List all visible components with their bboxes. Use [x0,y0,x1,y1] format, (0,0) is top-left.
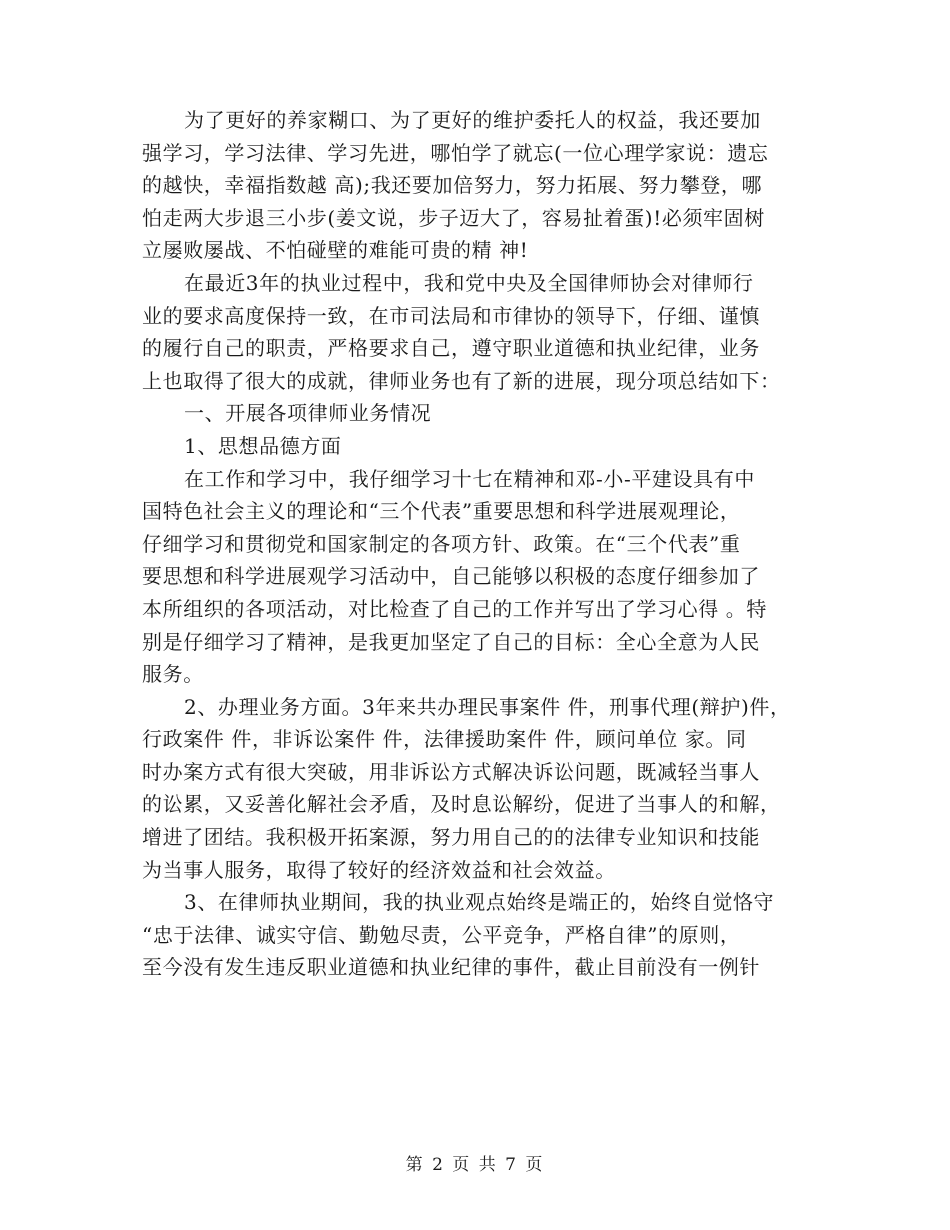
paragraph-line: 为当事人服务，取得了较好的经济效益和社会效益。 [142,857,616,882]
paragraph-line: 要思想和科学进展观学习活动中，自己能够以积极的态度仔细参加了 [142,564,760,589]
paragraph-line: 行政案件 件，非诉讼案件 件，法律援助案件 件，顾问单位 家。同 [142,727,747,752]
paragraph-line: 国特色社会主义的理论和“三个代表”重要思想和科学进展观理论， [142,499,741,524]
paragraph-line: 别是仔细学习了精神，是我更加坚定了自己的目标：全心全意为人民 [142,629,760,654]
paragraph-line: 上也取得了很大的成就，律师业务也有了新的进展，现分项总结如下： [142,368,781,393]
paragraph-line: 立屡败屡战、不怕碰壁的难能可贵的精 神! [142,238,529,263]
paragraph-first-line: 3、在律师执业期间，我的执业观点始终是端正的，始终自觉恪守 [184,890,775,915]
paragraph-line: 业的要求高度保持一致，在市司法局和市律协的领导下，仔细、谨慎 [142,303,760,328]
paragraph-first-line: 在工作和学习中，我仔细学习十七在精神和邓-小-平建设具有中 [184,466,755,491]
document-body [142,104,822,984]
paragraph-line: 的履行自己的职责，严格要求自己，遵守职业道德和执业纪律，业务 [142,336,760,361]
paragraph-line: 至今没有发生违反职业道德和执业纪律的事件，截止目前没有一例针 [142,955,760,980]
paragraph-first-line: 为了更好的养家糊口、为了更好的维护委托人的权益，我还要加 [184,108,761,132]
paragraph-line: 的讼累，又妥善化解社会矛盾，及时息讼解纷，促进了当事人的和解， [142,792,781,817]
paragraph-line: 服务。 [142,662,204,687]
paragraph-line: 的越快，幸福指数越 高);我还要加倍努力，努力拓展、努力攀登，哪 [142,173,763,198]
paragraph-line: 仔细学习和贯彻党和国家制定的各项方针、政策。在“三个代表”重 [142,531,741,556]
paragraph-first-line: 2、办理业务方面。3年来共办理民事案件 件，刑事代理(辩护)件， [184,694,791,719]
paragraph-line: “忠于法律、诚实守信、勤勉尽责，公平竞争，严格自律”的原则， [142,922,741,947]
paragraph-line: 怕走两大步退三小步(姜文说，步子迈大了，容易扯着蛋)!必须牢固树 [142,205,765,230]
paragraph-line: 本所组织的各项活动，对比检查了自己的工作并写出了学习心得 。特 [142,596,767,621]
paragraph-line: 时办案方式有很大突破，用非诉讼方式解决诉讼问题，既减轻当事人 [142,759,760,784]
paragraph-first-line: 1、思想品德方面 [184,433,342,458]
paragraph-line: 增进了团结。我积极开拓案源，努力用自己的的法律专业知识和技能 [142,825,760,850]
paragraph-first-line: 在最近3年的执业过程中，我和党中央及全国律师协会对律师行 [184,270,754,295]
paragraph-first-line: 一、开展各项律师业务情况 [184,401,432,426]
page-number-footer: 第 2 页 共 7 页 [405,1155,545,1175]
paragraph-line: 强学习，学习法律、学习先进，哪怕学了就忘(一位心理学家说：遗忘 [142,140,769,165]
